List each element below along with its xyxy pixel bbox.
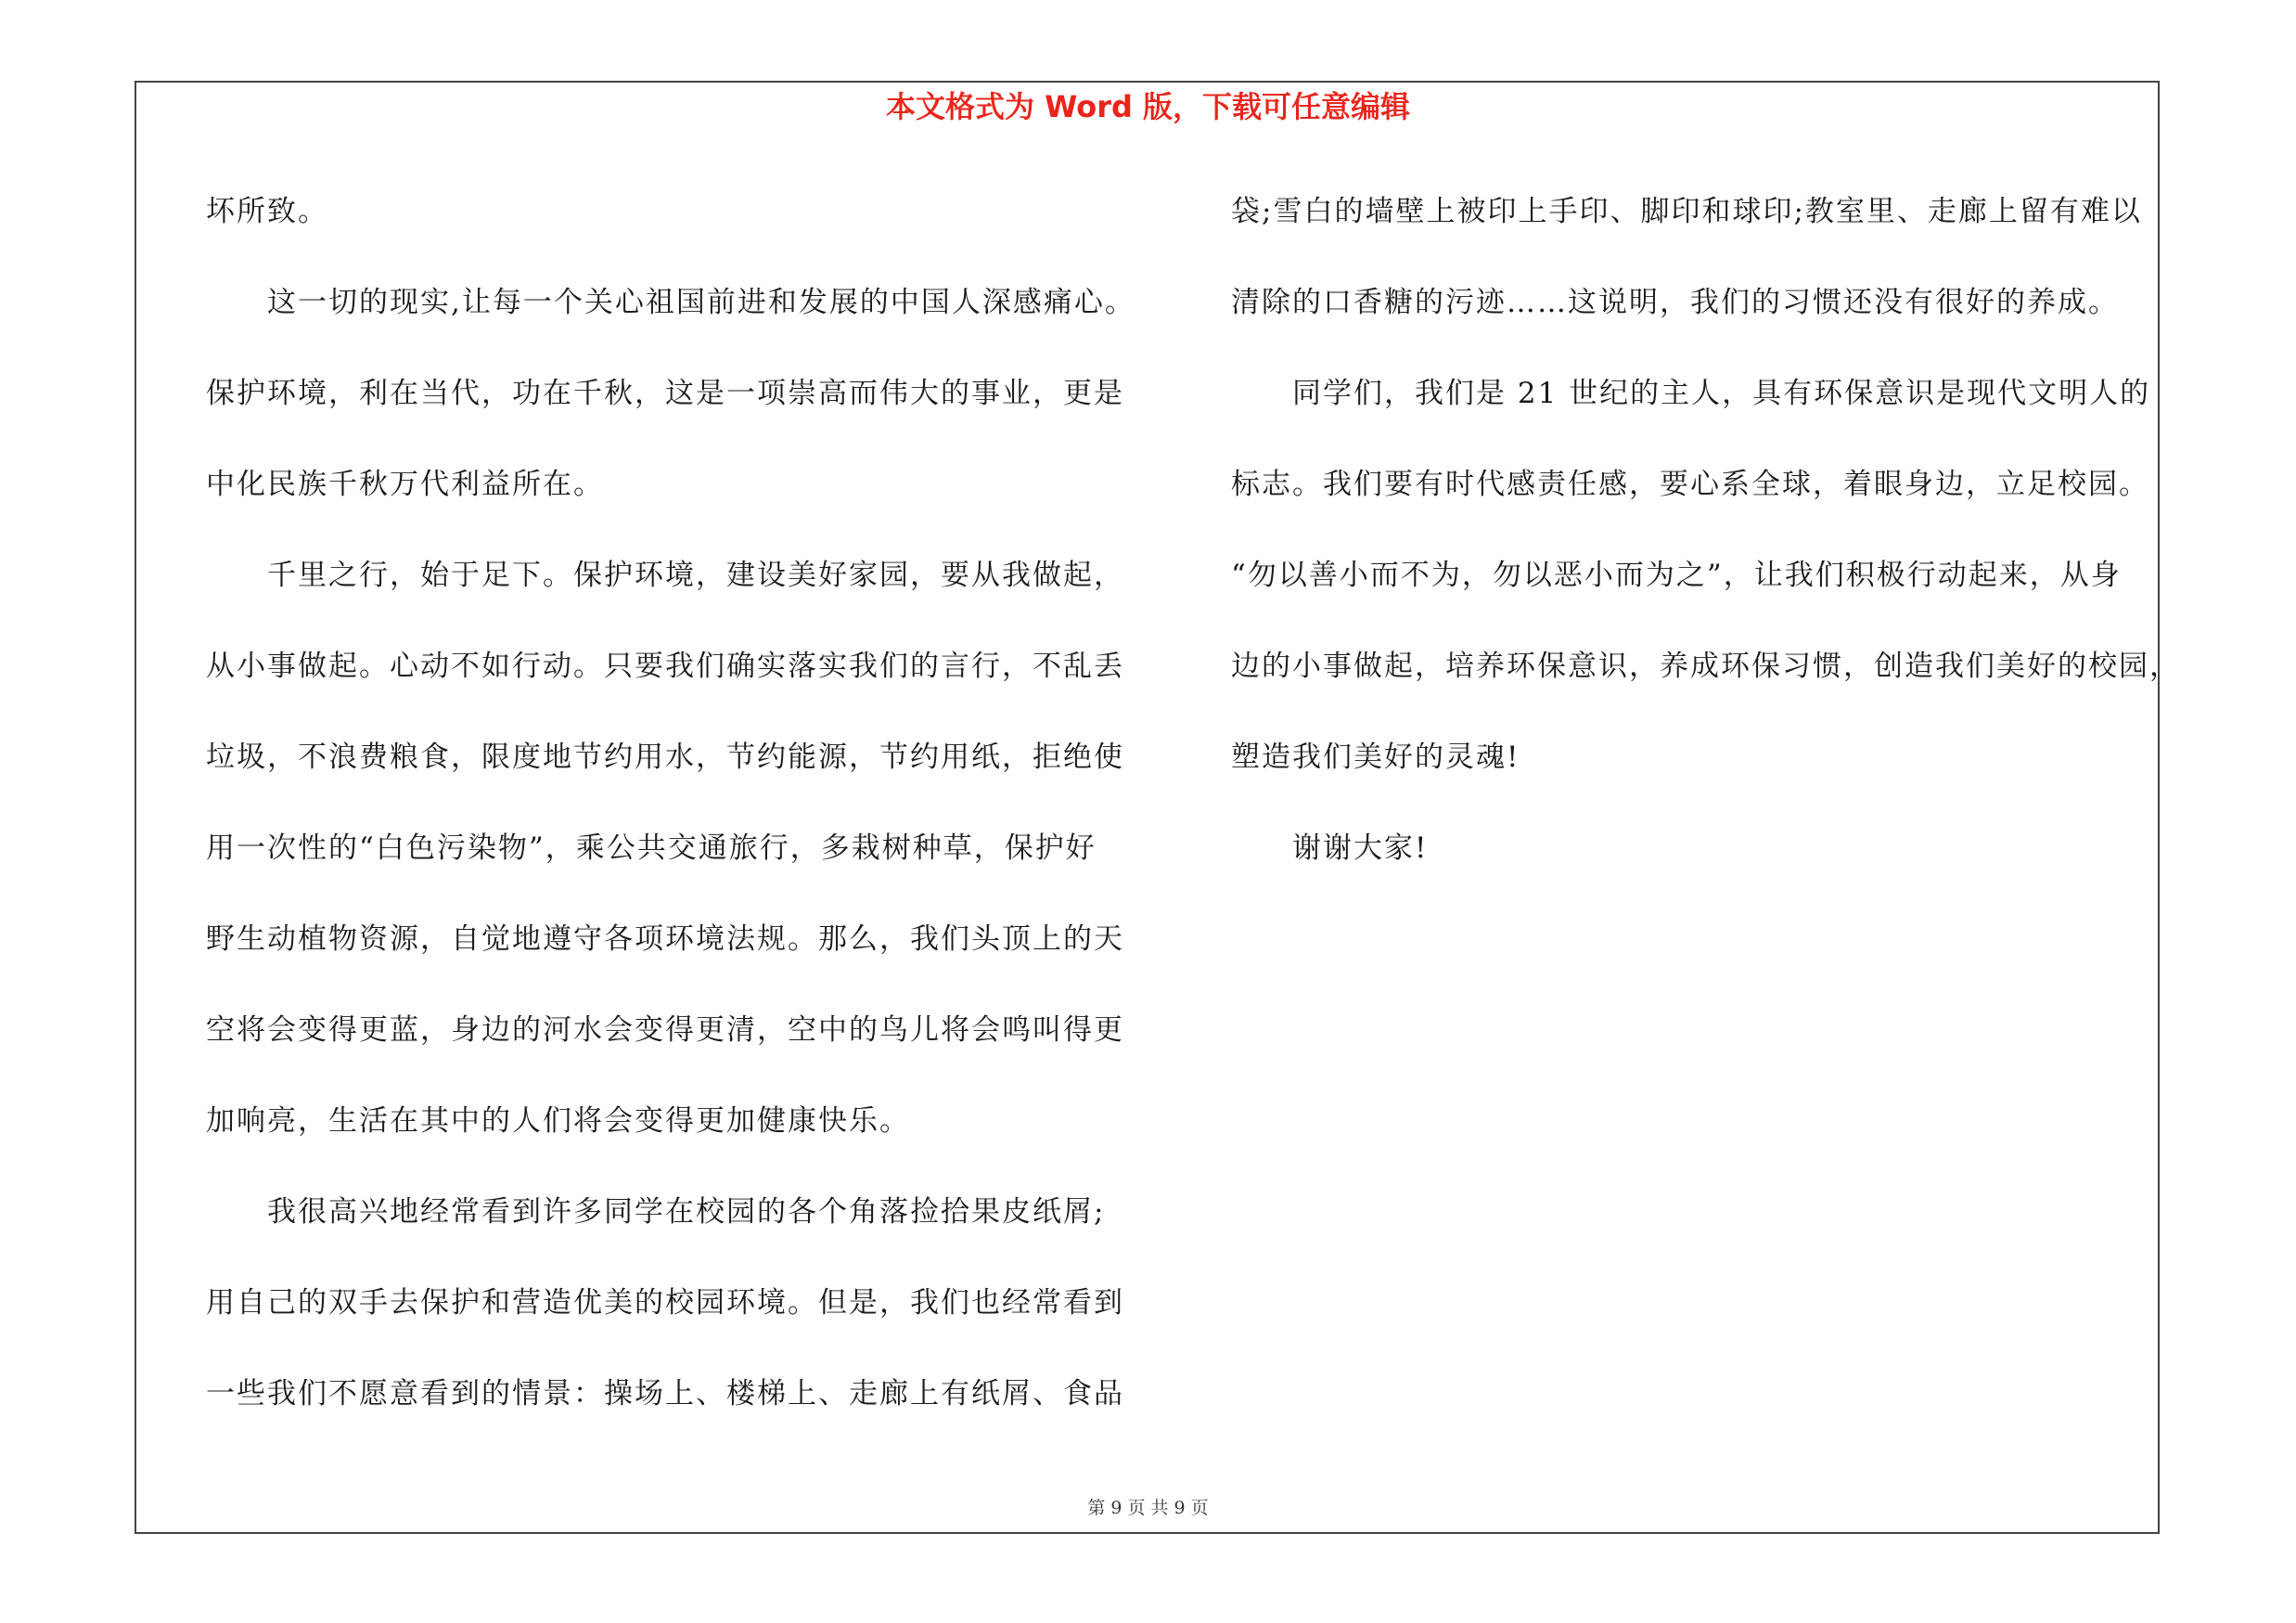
left-text-column <box>206 184 1143 1457</box>
paragraph-line: 我很高兴地经常看到许多同学在校园的各个角落捡拾果皮纸屑; <box>267 1195 1106 1229</box>
paragraph-line: 这一切的现实,让每一个关心祖国前进和发展的中国人深感痛心。 <box>267 286 1135 319</box>
paragraph-line: 谢谢大家! <box>1292 831 1429 865</box>
paragraph-line: 清除的口香糖的污迹……这说明，我们的习惯还没有很好的养成。 <box>1231 286 2119 319</box>
paragraph-line: 边的小事做起，培养环保意识，养成环保习惯，创造我们美好的校园， <box>1231 650 2180 683</box>
paragraph-line: 同学们，我们是 21 世纪的主人，具有环保意识是现代文明人的 <box>1292 377 2151 410</box>
word-format-banner: 本文格式为 Word 版，下载可任意编辑 <box>885 89 1411 124</box>
paragraph-line: 一些我们不愿意看到的情景：操场上、楼梯上、走廊上有纸屑、食品 <box>206 1377 1124 1410</box>
paragraph-line: 用一次性的“白色污染物”，乘公共交通旅行，多栽树种草，保护好 <box>206 831 1097 865</box>
right-text-column <box>1231 184 2180 911</box>
paragraph-line: 保护环境，利在当代，功在千秋，这是一项崇高而伟大的事业，更是 <box>206 377 1124 410</box>
paragraph-line: 塑造我们美好的灵魂! <box>1231 741 1520 774</box>
paragraph-line: 加响亮，生活在其中的人们将会变得更加健康快乐。 <box>206 1104 910 1138</box>
paragraph-line: 垃圾，不浪费粮食，限度地节约用水，节约能源，节约用纸，拒绝使 <box>206 741 1124 774</box>
paragraph-line: 从小事做起。心动不如行动。只要我们确实落实我们的言行，不乱丢 <box>206 650 1124 683</box>
paragraph-line: 用自己的双手去保护和营造优美的校园环境。但是，我们也经常看到 <box>206 1286 1124 1320</box>
paragraph-line: 千里之行，始于足下。保护环境，建设美好家园，要从我做起， <box>267 559 1124 592</box>
paragraph-line: 中化民族千秋万代利益所在。 <box>206 468 604 501</box>
paragraph-line: 袋;雪白的墙壁上被印上手印、脚印和球印;教室里、走廊上留有难以 <box>1231 195 2142 228</box>
page-number-footer: 第 9 页 共 9 页 <box>1087 1498 1209 1518</box>
paragraph-line: 野生动植物资源，自觉地遵守各项环境法规。那么，我们头顶上的天 <box>206 922 1124 956</box>
paragraph-line: 标志。我们要有时代感责任感，要心系全球，着眼身边，立足校园。 <box>1231 468 2149 501</box>
paragraph-line: 空将会变得更蓝，身边的河水会变得更清，空中的鸟儿将会鸣叫得更 <box>206 1013 1124 1047</box>
paragraph-line: “勿以善小而不为，勿以恶小而为之”，让我们积极行动起来，从身 <box>1231 559 2122 592</box>
paragraph-line: 坏所致。 <box>206 195 328 228</box>
